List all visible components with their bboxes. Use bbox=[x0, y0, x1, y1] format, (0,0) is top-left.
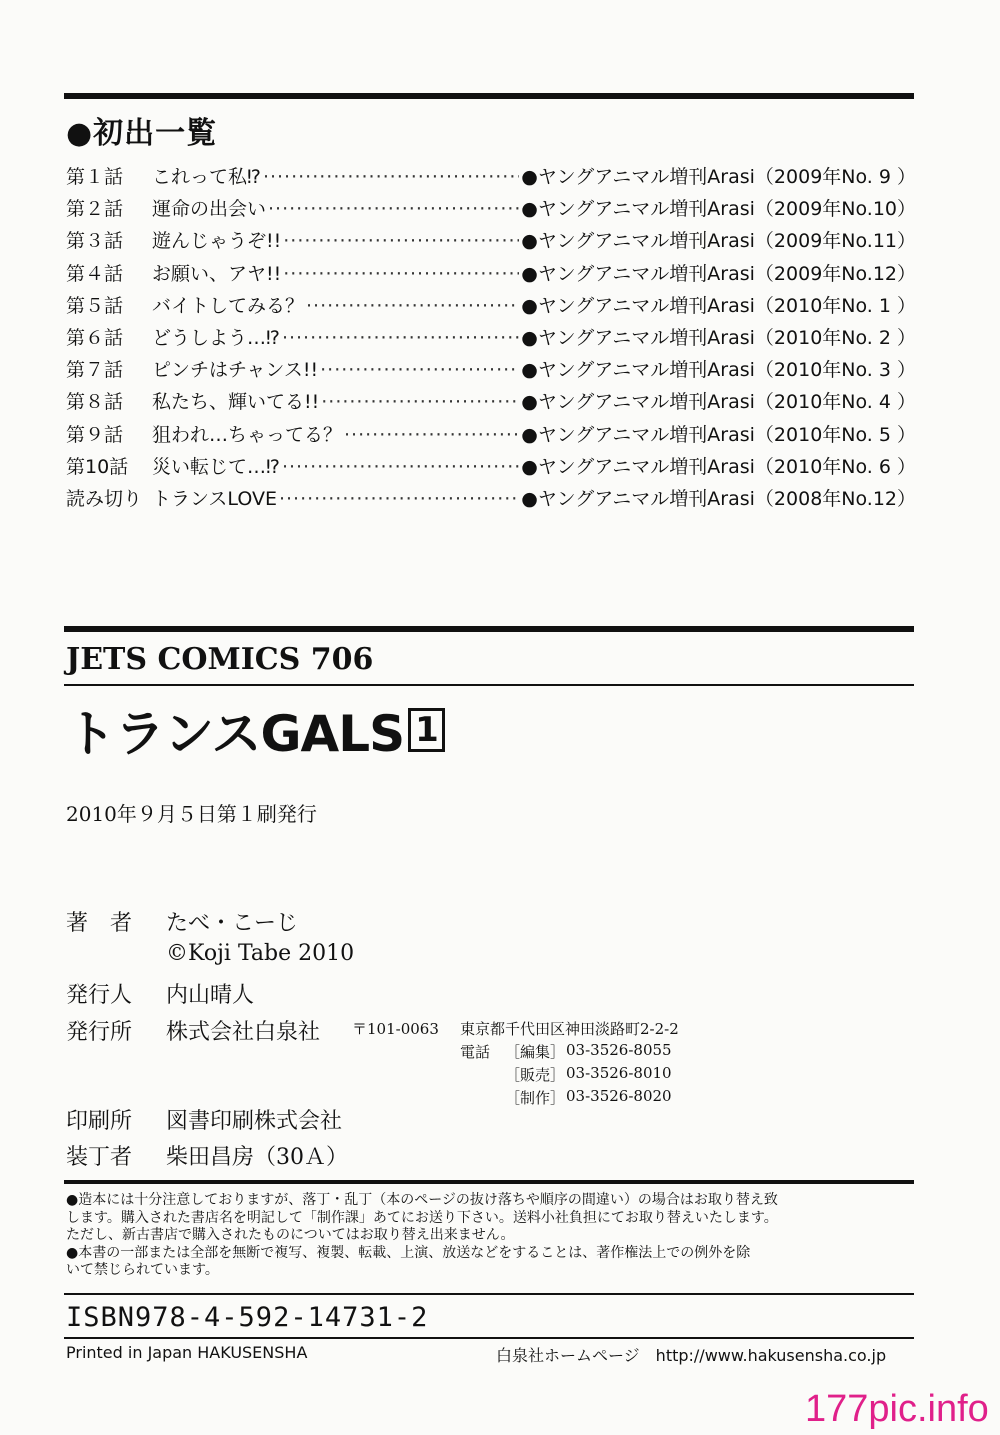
episode-title: バイトしてみる？ bbox=[152, 294, 305, 317]
volume-number: 1 bbox=[408, 708, 445, 752]
notice-rule bbox=[64, 1180, 914, 1184]
leader-dots bbox=[321, 391, 519, 413]
company-name: 株式会社白泉社 bbox=[166, 1020, 321, 1045]
isbn: ISBN978-4-592-14731-2 bbox=[66, 1302, 429, 1333]
episode-title: ピンチはチャンス!! bbox=[152, 359, 319, 382]
episode-number: 第10話 bbox=[66, 455, 129, 478]
episode-source: ●ヤングアニマル増刊Arasi（2009年No.11） bbox=[521, 230, 916, 253]
episode-number: 読み切り bbox=[66, 487, 143, 510]
episode-number: 第９話 bbox=[66, 423, 124, 446]
phone-dept: ［販売］ bbox=[505, 1066, 566, 1084]
leader-dots bbox=[283, 230, 519, 252]
episode-number: 第１話 bbox=[66, 166, 124, 188]
phone-number: 03-3526-8010 bbox=[566, 1064, 672, 1082]
list-item bbox=[66, 194, 916, 226]
list-item bbox=[66, 291, 916, 323]
author-label: 著 者 bbox=[66, 911, 133, 936]
leader-dots bbox=[283, 263, 519, 285]
isbn-top-rule bbox=[64, 1293, 914, 1295]
publisher-label: 発行人 bbox=[66, 983, 133, 1008]
leader-dots bbox=[344, 424, 519, 446]
list-item bbox=[66, 484, 916, 516]
phone-number: 03-3526-8055 bbox=[566, 1041, 672, 1059]
episode-number: 第３話 bbox=[66, 230, 124, 253]
episode-source: ●ヤングアニマル増刊Arasi（2009年No.12） bbox=[521, 262, 916, 285]
episode-number: 第６話 bbox=[66, 326, 124, 349]
list-item bbox=[66, 226, 916, 258]
list-item bbox=[66, 420, 916, 452]
episode-source: ●ヤングアニマル増刊Arasi（2010年No. 4 ） bbox=[521, 391, 916, 414]
series-rule bbox=[64, 684, 914, 686]
list-item bbox=[66, 162, 916, 194]
isbn-bottom-rule bbox=[64, 1337, 914, 1339]
phone-dept: ［制作］ bbox=[505, 1089, 566, 1107]
publication-date: 2010年９月５日第１刷発行 bbox=[66, 802, 317, 826]
author-name: たべ・こーじ bbox=[166, 911, 299, 936]
episode-title: 私たち、輝いてる!! bbox=[152, 391, 320, 414]
designer-label: 装丁者 bbox=[66, 1145, 133, 1170]
episode-title: お願い、アヤ!! bbox=[152, 262, 282, 285]
leader-dots bbox=[282, 456, 519, 478]
notice-line: ●造本には十分注意しておりますが、落丁・乱丁（本のページの抜け落ちや順序の間違い）の場合はお取り替え致 bbox=[66, 1192, 778, 1208]
book-title bbox=[66, 694, 445, 766]
list-item bbox=[66, 323, 916, 355]
leader-dots bbox=[268, 198, 519, 220]
book-title-text: トランスGALS bbox=[66, 705, 405, 763]
address: 東京都千代田区神田淡路町2-2-2 bbox=[460, 1020, 679, 1038]
postal-code: 〒101-0063 bbox=[352, 1020, 439, 1038]
episode-number: 第２話 bbox=[66, 198, 124, 221]
episode-title: 遊んじゃうぞ!! bbox=[152, 230, 282, 253]
printed-in: Printed in Japan HAKUSENSHA bbox=[66, 1343, 308, 1362]
watermark: 177pic.info bbox=[805, 1388, 989, 1430]
leader-dots bbox=[263, 166, 519, 188]
phone-number: 03-3526-8020 bbox=[566, 1087, 672, 1105]
phone-label: 電話 bbox=[460, 1043, 491, 1061]
list-item bbox=[66, 355, 916, 387]
episode-source: ●ヤングアニマル増刊Arasi（2009年No. 9 ） bbox=[521, 166, 916, 188]
episode-number: 第５話 bbox=[66, 294, 124, 317]
designer-name: 柴田昌房（30Ａ） bbox=[166, 1145, 348, 1170]
episode-title: トランスLOVE bbox=[152, 487, 277, 510]
episode-title: 狙われ…ちゃってる？ bbox=[152, 423, 343, 446]
episode-source: ●ヤングアニマル増刊Arasi（2009年No.10） bbox=[521, 198, 916, 221]
company-label: 発行所 bbox=[66, 1020, 133, 1045]
episode-number: 第７話 bbox=[66, 359, 124, 382]
episode-number: 第８話 bbox=[66, 391, 124, 414]
episode-source: ●ヤングアニマル増刊Arasi（2010年No. 3 ） bbox=[521, 359, 916, 382]
list-item bbox=[66, 387, 916, 419]
printer-label: 印刷所 bbox=[66, 1109, 133, 1134]
notice-line: いて禁じられています。 bbox=[66, 1262, 219, 1278]
episode-source: ●ヤングアニマル増刊Arasi（2010年No. 5 ） bbox=[521, 423, 916, 446]
leader-dots bbox=[306, 295, 519, 317]
notice-line: します。購入された書店名を明記して「制作課」あてにお送り下さい。送料小社負担にてお取り替えいたします。 bbox=[66, 1209, 778, 1226]
homepage-link[interactable]: 白泉社ホームページ http://www.hakusensha.co.jp bbox=[496, 1346, 887, 1365]
leader-dots bbox=[282, 327, 519, 349]
notice-line: ただし、新古書店で購入されたものについてはお取り替え出来ません。 bbox=[66, 1227, 515, 1243]
episode-title: これって私⁉ bbox=[152, 166, 261, 188]
episode-title: どうしよう…⁉ bbox=[152, 326, 280, 349]
phone-dept: ［編集］ bbox=[505, 1043, 566, 1061]
series-name: JETS COMICS 706 bbox=[66, 642, 374, 677]
copyright: ©Koji Tabe 2010 bbox=[166, 941, 355, 966]
episode-source: ●ヤングアニマル増刊Arasi（2010年No. 1 ） bbox=[521, 294, 916, 317]
leader-dots bbox=[320, 359, 519, 381]
colophon-top-rule bbox=[64, 626, 914, 632]
publisher-name: 内山晴人 bbox=[166, 983, 255, 1008]
section-title: ●初出一覧 bbox=[66, 116, 218, 151]
episode-source: ●ヤングアニマル増刊Arasi（2010年No. 2 ） bbox=[521, 326, 916, 349]
printer-name: 図書印刷株式会社 bbox=[166, 1109, 343, 1134]
episode-source: ●ヤングアニマル増刊Arasi（2008年No.12） bbox=[521, 487, 916, 510]
episode-number: 第４話 bbox=[66, 262, 124, 285]
leader-dots bbox=[279, 488, 519, 510]
episode-title: 災い転じて…⁉ bbox=[152, 455, 280, 478]
list-item bbox=[66, 452, 916, 484]
top-rule bbox=[64, 93, 914, 99]
episode-list bbox=[66, 162, 916, 516]
notice bbox=[66, 1192, 926, 1280]
notice-line: ●本書の一部または全部を無断で複写、複製、転載、上演、放送などをすることは、著作権法上での例外を除 bbox=[66, 1244, 751, 1261]
episode-source: ●ヤングアニマル増刊Arasi（2010年No. 6 ） bbox=[521, 455, 916, 478]
list-item bbox=[66, 259, 916, 291]
episode-title: 運命の出会い bbox=[152, 198, 267, 221]
